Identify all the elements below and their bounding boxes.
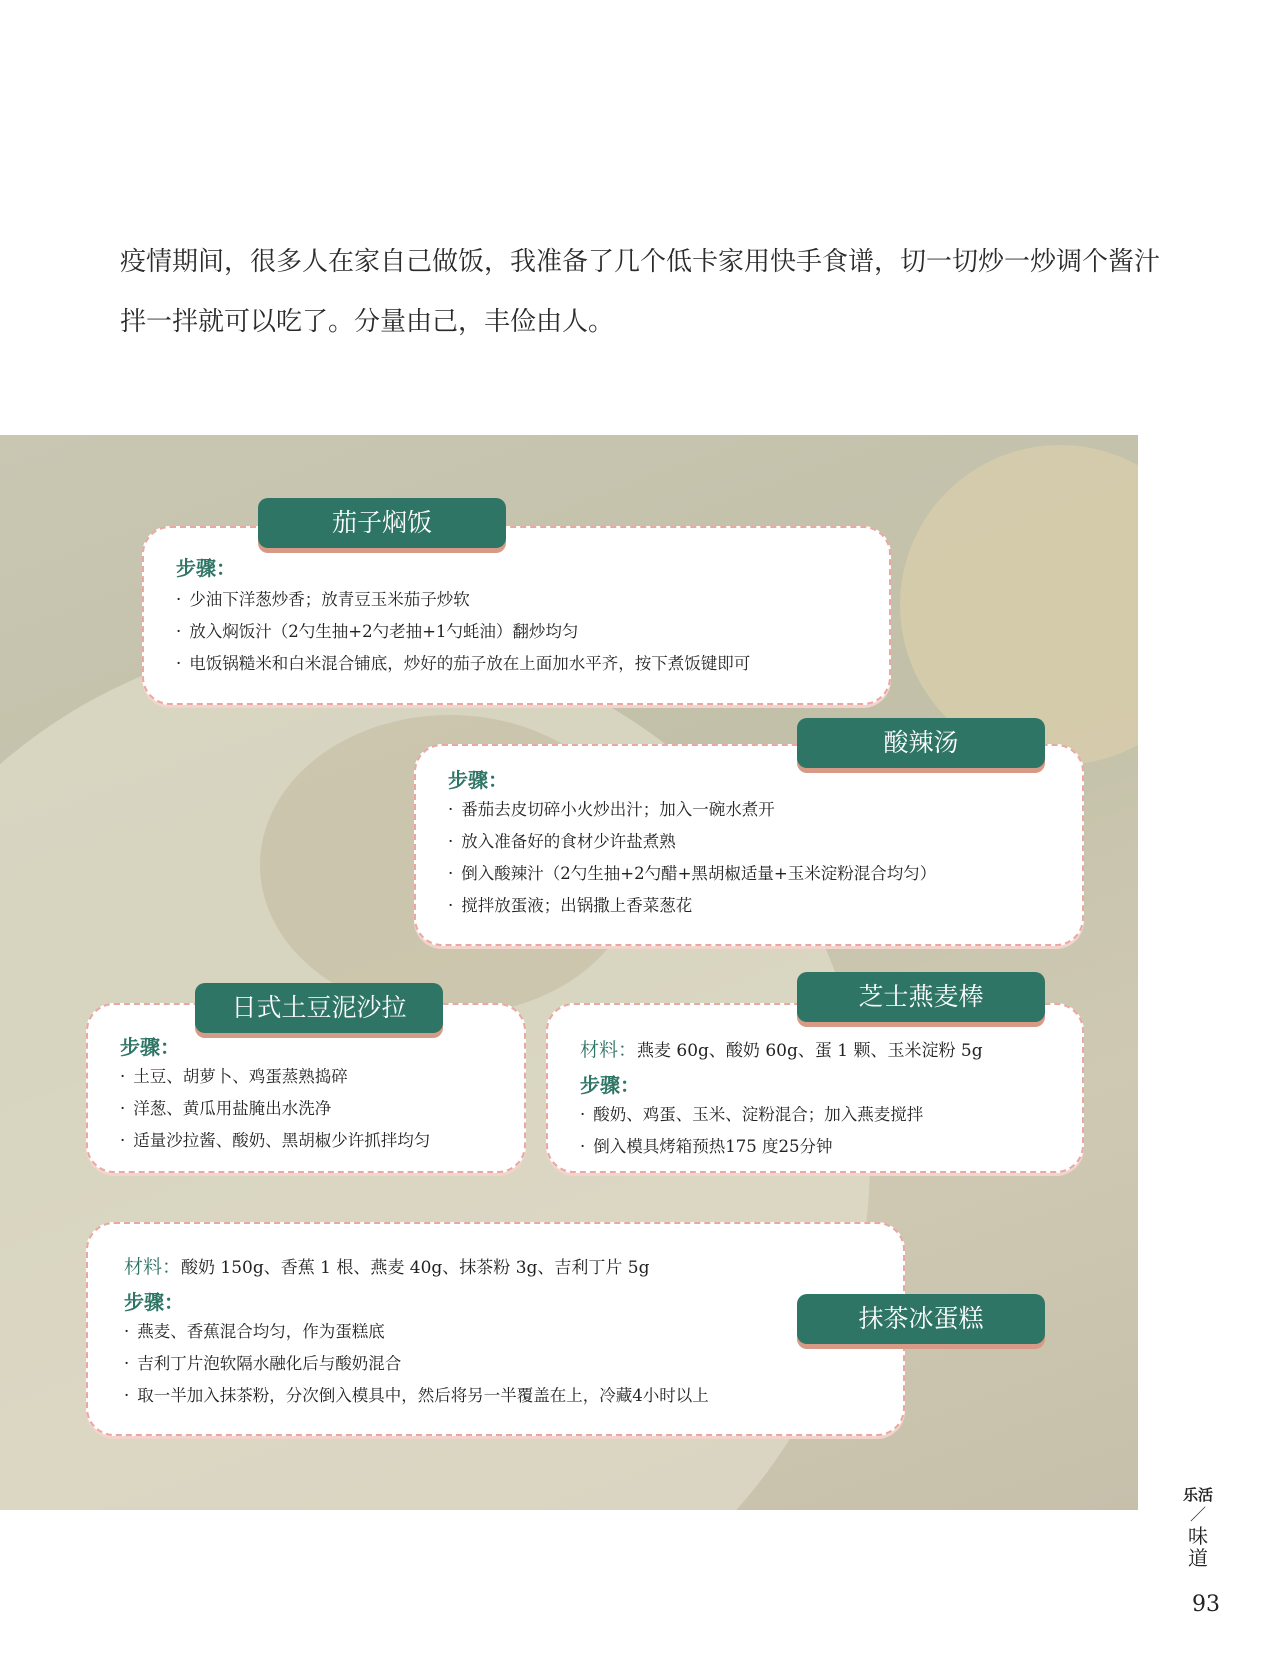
steps-label: 步骤： (176, 556, 236, 580)
folio-divider: ／ (1189, 1505, 1206, 1524)
steps-label: 步骤： (580, 1073, 640, 1097)
steps-list (580, 1099, 923, 1163)
materials-label: 材料： (580, 1039, 638, 1061)
recipe-title-matcha-cake: 抹茶冰蛋糕 (797, 1294, 1045, 1344)
bowl-shape (900, 445, 1138, 765)
step-item: · 吉利丁片泡软隔水融化后与酸奶混合 (124, 1348, 709, 1380)
step-item: · 洋葱、黄瓜用盐腌出水洗净 (120, 1093, 430, 1125)
step-item: · 搅拌放蛋液；出锅撒上香菜葱花 (448, 890, 936, 922)
materials-text: 酸奶 150g、香蕉 1 根、燕麦 40g、抹茶粉 3g、吉利丁片 5g (181, 1258, 650, 1278)
step-item: · 电饭锅糙米和白米混合铺底，炒好的茄子放在上面加水平齐，按下煮饭键即可 (176, 648, 750, 680)
steps-label: 步骤： (124, 1290, 184, 1314)
step-item: · 土豆、胡萝卜、鸡蛋蒸熟捣碎 (120, 1061, 430, 1093)
steps-list (448, 794, 936, 922)
recipe-card-oat-bar (546, 1003, 1084, 1173)
step-item: · 少油下洋葱炒香；放青豆玉米茄子炒软 (176, 584, 750, 616)
recipe-card-hot-sour-soup (414, 744, 1084, 946)
folio (1178, 1484, 1218, 1569)
step-item: · 取一半加入抹茶粉，分次倒入模具中，然后将另一半覆盖在上，冷藏4小时以上 (124, 1380, 709, 1412)
recipe-title-eggplant-rice: 茄子焖饭 (258, 498, 506, 548)
materials-text: 燕麦 60g、酸奶 60g、蛋 1 颗、玉米淀粉 5g (637, 1041, 983, 1061)
section-name: 味道 (1188, 1524, 1208, 1570)
intro-paragraph: 疫情期间，很多人在家自己做饭，我准备了几个低卡家用快手食谱，切一切炒一炒调个酱汁拌一拌就可以吃了。分量由己，丰俭由人。 (120, 247, 1161, 337)
materials-label: 材料： (124, 1256, 182, 1278)
recipe-card-matcha-cake (86, 1222, 905, 1436)
recipe-card-eggplant-rice (142, 526, 891, 705)
step-item: · 放入准备好的食材少许盐煮熟 (448, 826, 936, 858)
magazine-name: 乐活 (1182, 1486, 1213, 1504)
step-item: · 倒入酸辣汁（2勺生抽+2勺醋+黑胡椒适量+玉米淀粉混合均匀） (448, 858, 936, 890)
page-number: 93 (1192, 1592, 1220, 1617)
steps-list (120, 1061, 430, 1157)
step-item: · 酸奶、鸡蛋、玉米、淀粉混合；加入燕麦搅拌 (580, 1099, 923, 1131)
step-item: · 倒入模具烤箱预热175 度25分钟 (580, 1131, 923, 1163)
recipe-title-oat-bar: 芝士燕麦棒 (797, 972, 1045, 1022)
step-item: · 适量沙拉酱、酸奶、黑胡椒少许抓拌均匀 (120, 1125, 430, 1157)
steps-list (124, 1316, 709, 1412)
materials-line (124, 1252, 650, 1279)
recipe-title-hot-sour-soup: 酸辣汤 (797, 718, 1045, 768)
materials-line (580, 1035, 983, 1062)
step-item: · 番茄去皮切碎小火炒出汁；加入一碗水煮开 (448, 794, 936, 826)
steps-label: 步骤： (120, 1035, 180, 1059)
steps-list (176, 584, 750, 680)
step-item: · 放入焖饭汁（2勺生抽+2勺老抽+1勺蚝油）翻炒均匀 (176, 616, 750, 648)
steps-label: 步骤： (448, 768, 508, 792)
recipe-title-potato-salad: 日式土豆泥沙拉 (195, 983, 443, 1033)
step-item: · 燕麦、香蕉混合均匀，作为蛋糕底 (124, 1316, 709, 1348)
